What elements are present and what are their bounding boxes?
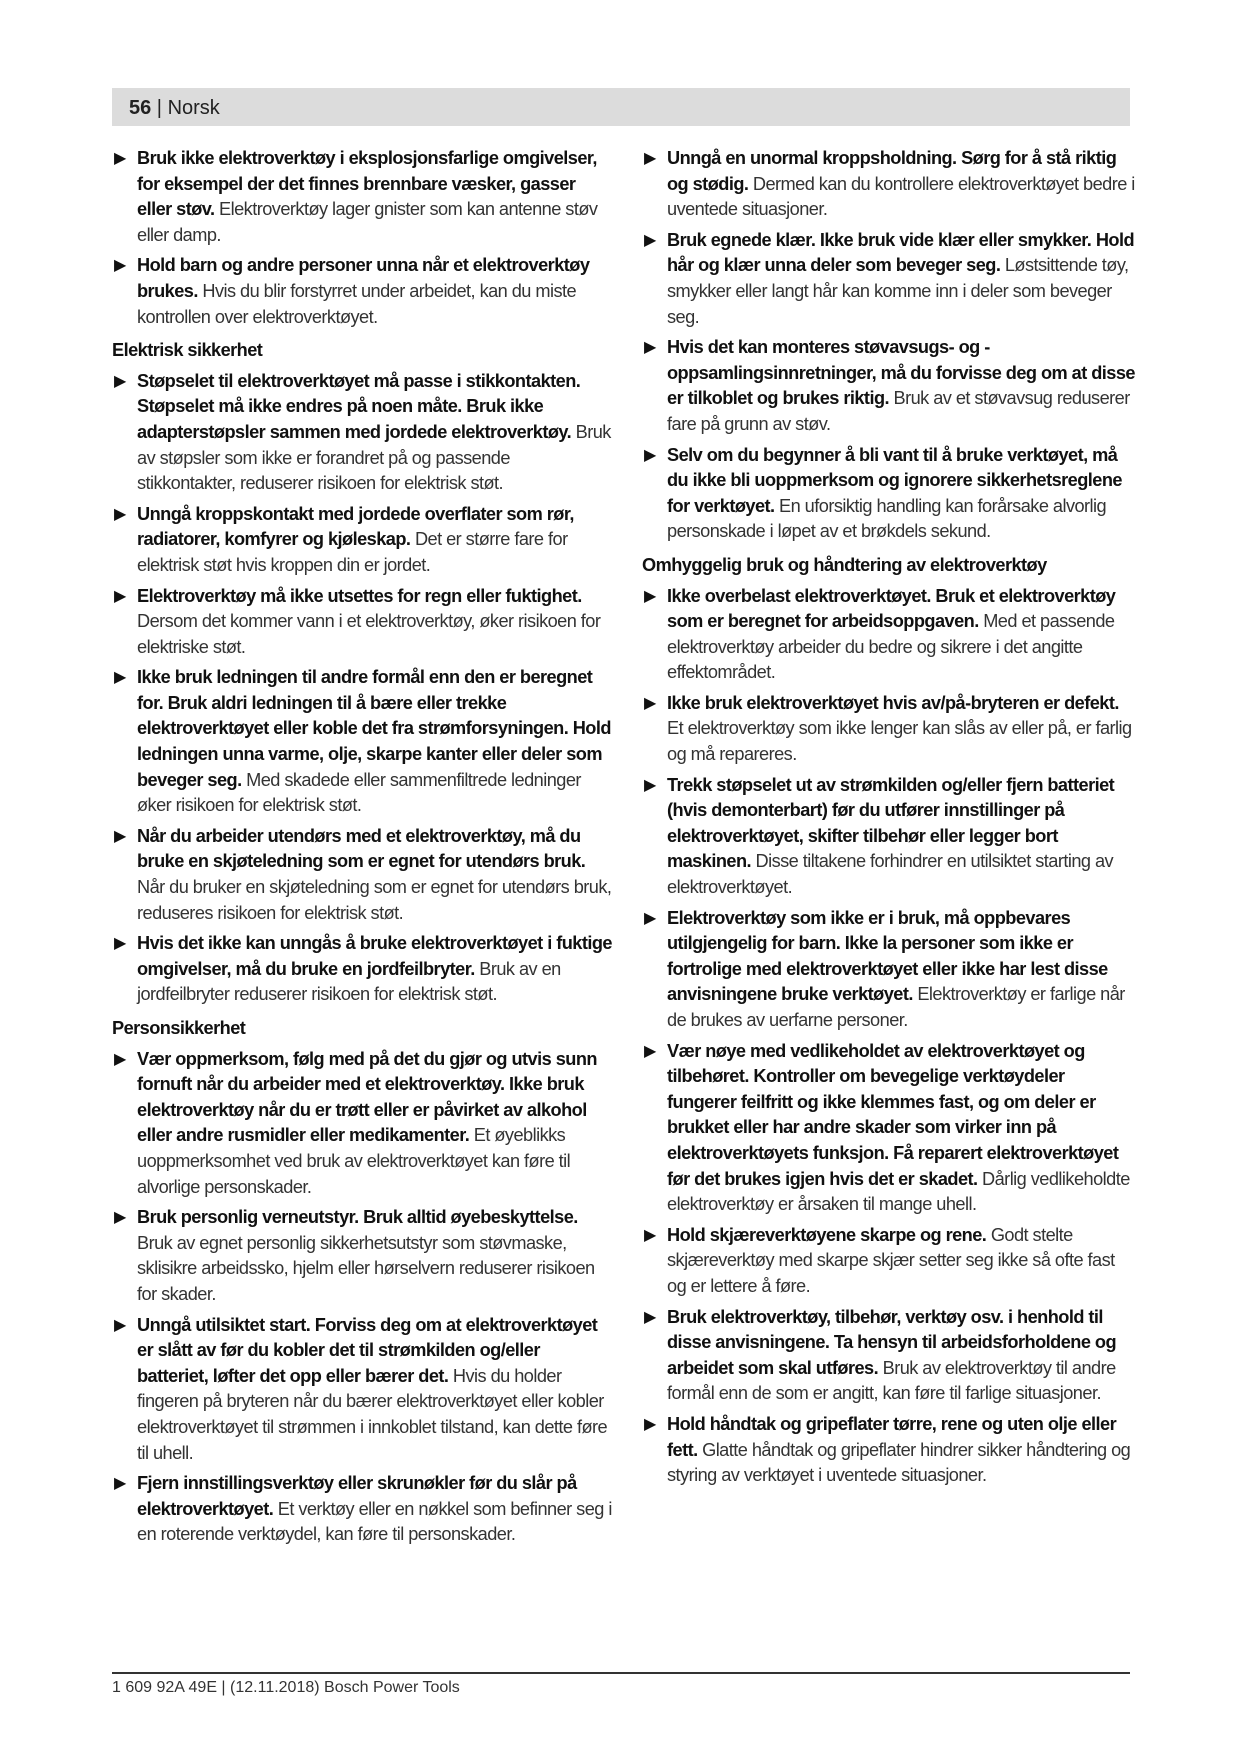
list-item: ▶ Vær oppmerksom, følg med på det du gjør og utvis sunn fornuft når du arbeider med et elektroverktøy. Ikke bruk elektroverktøy når du er trøtt eller er påvirket av alkohol eller andre rusmidler eller medikamenter. Et øyeblikks uoppmerksomhet ved bruk av elektroverktøyet kan føre til alvorlige personskader.	[114, 1048, 597, 1197]
list-item: ▶ Hvis det ikke kan unngås å bruke elektroverktøyet i fuktige omgivelser, må du bruke en jordfeilbryter. Bruk av en jordfeilbryter reduserer risikoen for elektrisk støt.	[114, 933, 612, 1005]
bullet-icon: ▶	[644, 1042, 656, 1060]
section-heading-handling: Omhyggelig bruk og håndtering av elektroverktøy	[642, 554, 1047, 575]
bullet-icon: ▶	[644, 776, 656, 794]
bullet-icon: ▶	[114, 505, 126, 523]
bullet-icon: ▶	[644, 1415, 656, 1433]
bullet-icon: ▶	[644, 1308, 656, 1326]
bullet-icon: ▶	[644, 339, 656, 357]
list-item: ▶ Hold håndtak og gripeflater tørre, rene og uten olje eller fett. Glatte håndtak og gripeflater hindrer sikker håndtering og styring av verktøyet i uventede situasjoner.	[644, 1413, 1131, 1486]
bullet-icon: ▶	[114, 150, 126, 167]
list-item: ▶ Bruk ikke elektroverktøy i eksplosjonsfarlige omgivelser, for eksempel der det finnes brennbare væsker, gasser eller støv. Elektroverktøy lager gnister som kan antenne støv eller damp.	[114, 148, 598, 245]
bullet-icon: ▶	[644, 1226, 656, 1244]
bullet-icon: ▶	[644, 587, 656, 605]
bullet-icon: ▶	[114, 1475, 126, 1493]
list-item: ▶ Når du arbeider utendørs med et elektroverktøy, må du bruke en skjøteledning som er egnet for utendørs bruk. Når du bruker en skjøteledning som er egnet for utendørs bruk, reduseres risikoen for elektrisk støt.	[114, 825, 612, 923]
section-heading-personal: Personsikkerhet	[112, 1018, 246, 1038]
list-item: ▶ Fjern innstillingsverktøy eller skrunøkler før du slår på elektroverktøyet. Et verktøy eller en nøkkel som befinner seg i en roterende verktøydel, kan føre til personskader.	[114, 1473, 612, 1545]
header-language: Norsk	[167, 97, 220, 119]
list-item: ▶ Bruk elektroverktøy, tilbehør, verktøy osv. i henhold til disse anvisningene. Ta hensyn til arbeidsforholdene og arbeidet som skal utføres. Bruk av elektroverktøy til andre formål enn de som er angitt, kan føre til farlige situasjoner.	[644, 1306, 1117, 1404]
header-separator: |	[151, 97, 168, 119]
footer-rule	[112, 1672, 1130, 1674]
bullet-icon: ▶	[114, 827, 126, 845]
list-item: ▶ Unngå utilsiktet start. Forviss deg om at elektroverktøyet er slått av før du kobler det til strømkilden og/eller batteriet, løfter det opp eller bærer det. Hvis du holder fingeren på bryteren når du bærer elektroverktøyet eller kobler elektroverktøyet til strømmen i innkoblet tilstand, kan dette føre til uhell.	[114, 1314, 608, 1463]
bullet-icon: ▶	[644, 694, 656, 712]
bullet-icon: ▶	[644, 909, 656, 927]
list-item: ▶ Trekk støpselet ut av strømkilden og/eller fjern batteriet (hvis demonterbart) før du utfører innstillinger på elektroverktøyet, skifter tilbehør eller legger bort maskinen. Disse tiltakene forhindrer en utilsiktet starting av elektroverktøyet.	[644, 774, 1115, 898]
footer-doc-ref: 1 609 92A 49E | (12.11.2018) Bosch Power Tools	[112, 1679, 460, 1696]
header-bar	[112, 88, 1130, 126]
bullet-icon: ▶	[114, 1050, 126, 1068]
bullet-icon: ▶	[644, 150, 656, 167]
bullet-icon: ▶	[114, 372, 126, 390]
list-item: ▶ Elektroverktøy må ikke utsettes for regn eller fuktighet. Dersom det kommer vann i et elektroverktøy, øker risikoen for elektriske støt.	[114, 585, 601, 657]
list-item: ▶ Støpselet til elektroverktøyet må passe i stikkontakten. Støpselet må ikke endres på noen måte. Bruk ikke adapterstøpsler sammen med jordede elektroverktøy. Bruk av støpsler som ikke er forandret på og passende stikkontakter, reduserer risikoen for elektrisk støt.	[114, 370, 611, 494]
right-column	[642, 146, 1137, 1494]
left-column	[112, 146, 612, 1553]
list-item: ▶ Ikke bruk elektroverktøyet hvis av/på-bryteren er defekt. Et elektroverktøy som ikke lenger kan slås av eller på, er farlig og må repareres.	[644, 692, 1132, 765]
list-item: ▶ Hold barn og andre personer unna når et elektroverktøy brukes. Hvis du blir forstyrret under arbeidet, kan du miste kontrollen over elektroverktøyet.	[114, 255, 590, 327]
list-item: ▶ Vær nøye med vedlikeholdet av elektroverktøyet og tilbehøret. Kontroller om bevegelige verktøydeler fungerer feilfritt og ikke klemmes fast, og om deler er brukket eller har andre skader som virker inn på elektroverktøyets funksjon. Få reparert elektroverktøyet før det brukes igjen hvis det er skadet. Dårlig vedlikeholdte elektroverktøy er årsaken til mange uhell.	[644, 1040, 1130, 1215]
section-heading-electrical: Elektrisk sikkerhet	[112, 340, 263, 361]
bullet-icon: ▶	[114, 257, 126, 275]
bullet-icon: ▶	[114, 1316, 126, 1334]
list-item: ▶ Hvis det kan monteres støvavsugs- og -oppsamlingsinnretninger, må du forvisse deg om at disse er tilkoblet og brukes riktig. Bruk av et støvavsug reduserer fare på grunn av støv.	[644, 337, 1135, 434]
page-number: 56	[129, 97, 152, 119]
list-item: ▶ Unngå kroppskontakt med jordede overflater som rør, radiatorer, komfyrer og kjøleskap. Det er større fare for elektrisk støt hvis kroppen din er jordet.	[114, 503, 574, 575]
bullet-icon: ▶	[114, 669, 126, 687]
list-item: ▶ Bruk personlig verneutstyr. Bruk alltid øyebeskyttelse. Bruk av egnet personlig sikkerhetsutstyr som støvmaske, sklisikre arbeidssko, hjelm eller hørselvern reduserer risikoen for skader.	[114, 1207, 595, 1304]
bullet-icon: ▶	[644, 446, 656, 464]
bullet-icon: ▶	[644, 231, 656, 249]
bullet-icon: ▶	[114, 1209, 126, 1227]
list-item: ▶ Unngå en unormal kroppsholdning. Sørg for å stå riktig og stødig. Dermed kan du kontrollere elektroverktøyet bedre i uventede situasjoner.	[644, 148, 1135, 220]
list-item: ▶ Ikke overbelast elektroverktøyet. Bruk et elektroverktøy som er beregnet for arbeidsoppgaven. Med et passende elektroverktøy arbeider du bedre og sikrere i det angitte effektområdet.	[644, 585, 1116, 683]
list-item: ▶ Bruk egnede klær. Ikke bruk vide klær eller smykker. Hold hår og klær unna deler som beveger seg. Løstsittende tøy, smykker eller langt hår kan komme inn i deler som beveger seg.	[644, 229, 1135, 327]
list-item: ▶ Selv om du begynner å bli vant til å bruke verktøyet, må du ikke bli uoppmerksom og ignorere sikkerhetsreglene for verktøyet. En uforsiktig handling kan forårsake alvorlig personskade i løpet av et brøkdels sekund.	[644, 444, 1122, 542]
list-item: ▶ Ikke bruk ledningen til andre formål enn den er beregnet for. Bruk aldri ledningen til å bære eller trekke elektroverktøyet eller koble det fra strømforsyningen. Hold ledningen unna varme, olje, skarpe kanter eller deler som beveger seg. Med skadede eller sammenfiltrede ledninger øker risikoen for elektrisk støt.	[114, 667, 611, 816]
page-header	[129, 97, 220, 119]
bullet-icon: ▶	[114, 587, 126, 605]
list-item: ▶ Hold skjæreverktøyene skarpe og rene. Godt stelte skjæreverktøy med skarpe skjær setter seg ikke så ofte fast og er lettere å føre.	[644, 1224, 1115, 1296]
bullet-icon: ▶	[114, 935, 126, 953]
list-item: ▶ Elektroverktøy som ikke er i bruk, må oppbevares utilgjengelig for barn. Ikke la personer som ikke er fortrolige med elektroverktøyet eller ikke har lest disse anvisningene bruke verktøyet. Elektroverktøy er farlige når de brukes av uerfarne personer.	[644, 907, 1125, 1030]
